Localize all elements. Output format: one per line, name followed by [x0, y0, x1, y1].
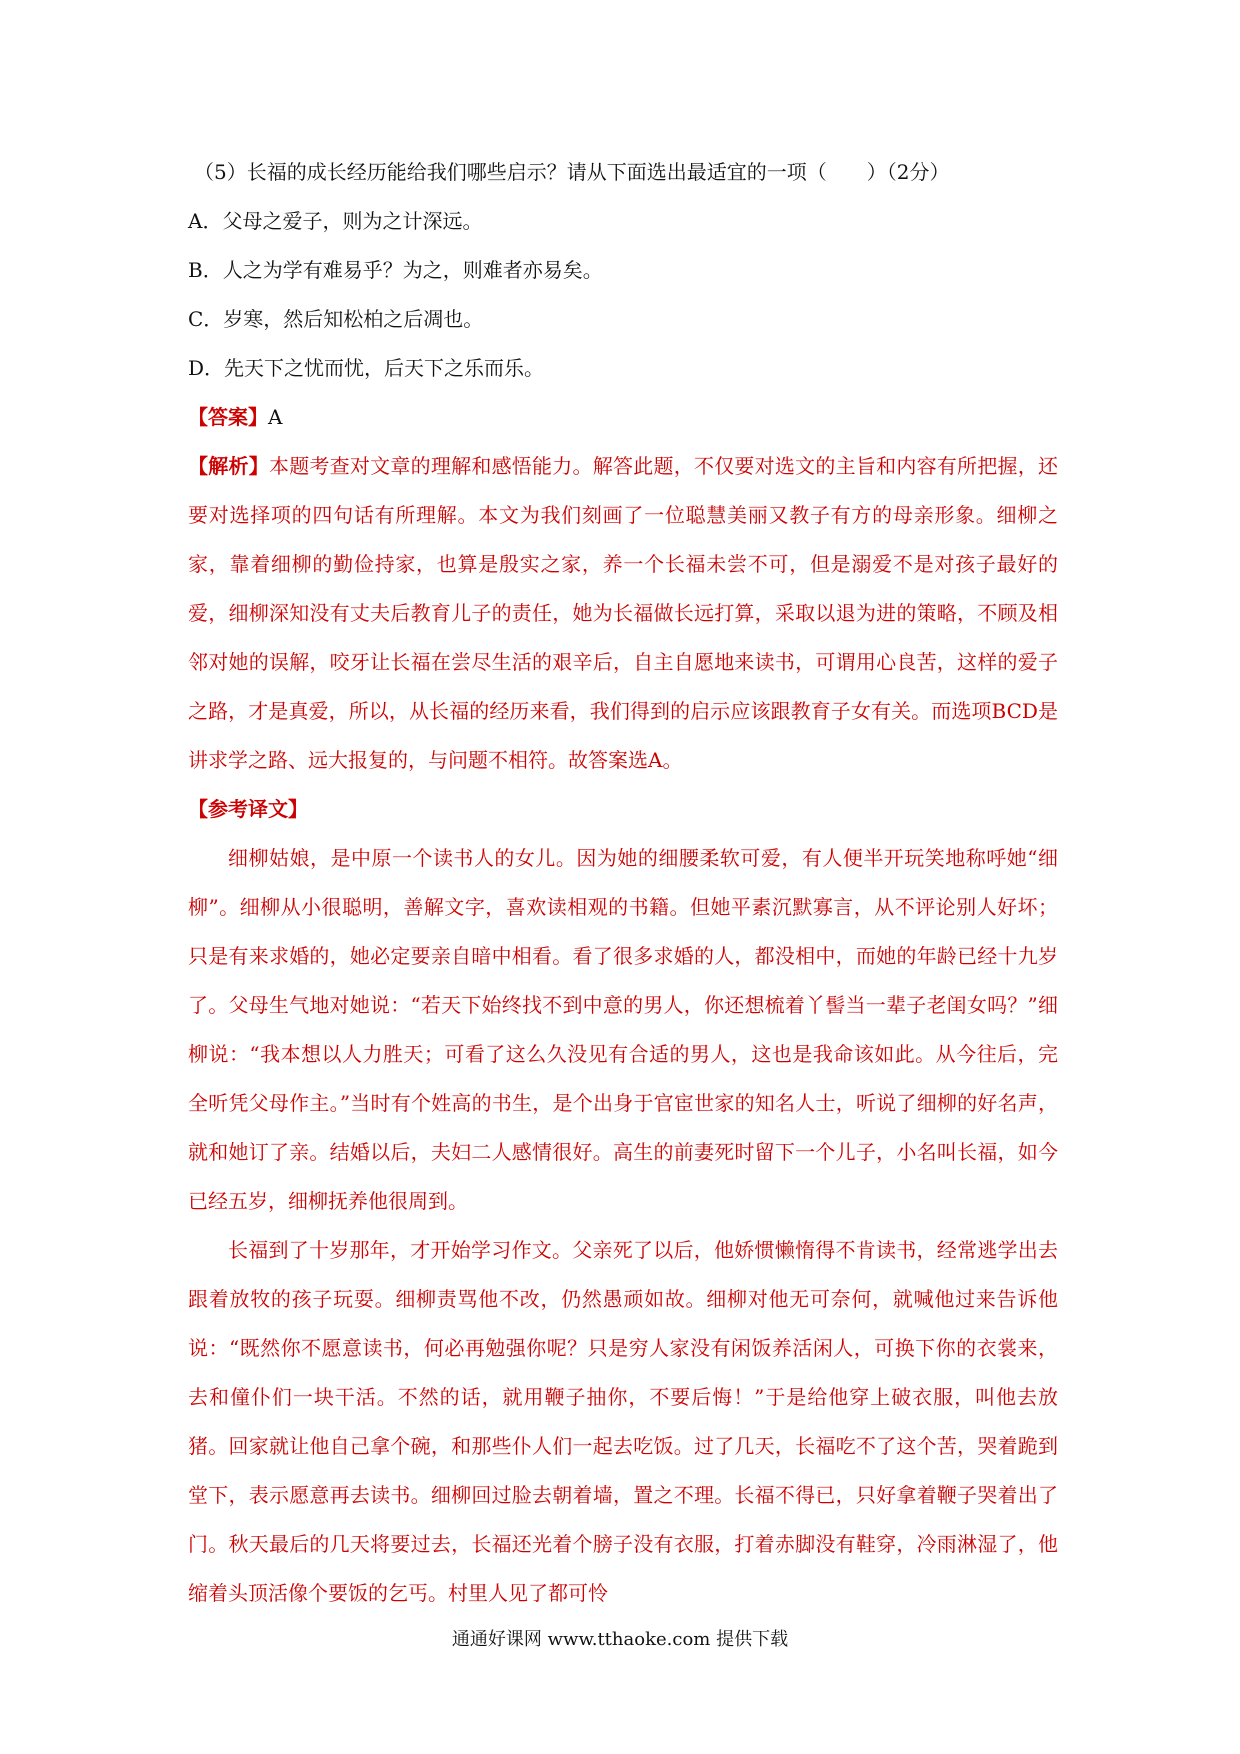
answer-line	[188, 393, 1058, 442]
reference-paragraph-1: 细柳姑娘，是中原一个读书人的女儿。因为她的细腰柔软可爱，有人便半开玩笑地称呼她“细柳”。细柳从小很聪明，善解文字，喜欢读相观的书籍。但她平素沉默寡言，从不评论别人好坏；只是有来求婚的，她必定要亲自暗中相看。看了很多求婚的人，都没相中，而她的年龄已经十九岁了。父母生气地对她说：“若天下始终找不到中意的男人，你还想梳着丫髻当一辈子老闺女吗？”细柳说：“我本想以人力胜天；可看了这么久没见有合适的男人，这也是我命该如此。从今往后，完全听凭父母作主。”当时有个姓高的书生，是个出身于官宦世家的知名人士，听说了细柳的好名声，就和她订了亲。结婚以后，夫妇二人感情很好。高生的前妻死时留下一个儿子，小名叫长福，如今已经五岁，细柳抚养他很周到。	[188, 846, 1058, 1213]
option-b: B．人之为学有难易乎？为之，则难者亦易矣。	[188, 258, 603, 282]
answer-tag: 【答案】	[188, 405, 268, 429]
option-c: C．岁寒，然后知松柏之后凋也。	[188, 307, 484, 331]
analysis-text: 本题考查对文章的理解和感悟能力。解答此题，不仅要对选文的主旨和内容有所把握，还要对选择项的四句话有所理解。本文为我们刻画了一位聪慧美丽又教子有方的母亲形象。细柳之家，靠着细柳的勤俭持家，也算是殷实之家，养一个长福未尝不可，但是溺爱不是对孩子最好的爱，细柳深知没有丈夫后教育儿子的责任，她为长福做长远打算，采取以退为进的策略，不顾及相邻对她的误解，咬牙让长福在尝尽生活的艰辛后，自主自愿地来读书，可谓用心良苦，这样的爱子之路，才是真爱，所以，从长福的经历来看，我们得到的启示应该跟教育子女有关。而选项BCD是讲求学之路、远大报复的，与问题不相符。故答案选A。	[188, 454, 1059, 772]
document-content	[188, 148, 1058, 1618]
option-d: D．先天下之忧而忧，后天下之乐而乐。	[188, 356, 545, 380]
question-stem: （5）长福的成长经历能给我们哪些启示？请从下面选出最适宜的一项（ ）（2分）	[194, 160, 950, 184]
option-a: A．父母之爱子，则为之计深远。	[188, 209, 483, 233]
answer-value: A	[268, 405, 283, 429]
page-footer: 通通好课网 www.tthaoke.com 提供下载	[451, 1629, 789, 1650]
reference-title: 【参考译文】	[188, 797, 308, 821]
analysis-tag: 【解析】	[188, 454, 269, 478]
reference-paragraph-2: 长福到了十岁那年，才开始学习作文。父亲死了以后，他娇惯懒惰得不肯读书，经常逃学出去跟着放牧的孩子玩耍。细柳责骂他不改，仍然愚顽如故。细柳对他无可奈何，就喊他过来告诉他说：“既然你不愿意读书，何必再勉强你呢？只是穷人家没有闲饭养活闲人，可换下你的衣裳来，去和僮仆们一块干活。不然的话，就用鞭子抽你，不要后悔！”于是给他穿上破衣服，叫他去放猪。回家就让他自己拿个碗，和那些仆人们一起去吃饭。过了几天，长福吃不了这个苦，哭着跪到堂下，表示愿意再去读书。细柳回过脸去朝着墙，置之不理。长福不得已，只好拿着鞭子哭着出了门。秋天最后的几天将要过去，长福还光着个膀子没有衣服，打着赤脚没有鞋穿，冷雨淋湿了，他缩着头顶活像个要饭的乞丐。村里人见了都可怜	[188, 1238, 1058, 1605]
analysis-paragraph	[188, 442, 1058, 785]
